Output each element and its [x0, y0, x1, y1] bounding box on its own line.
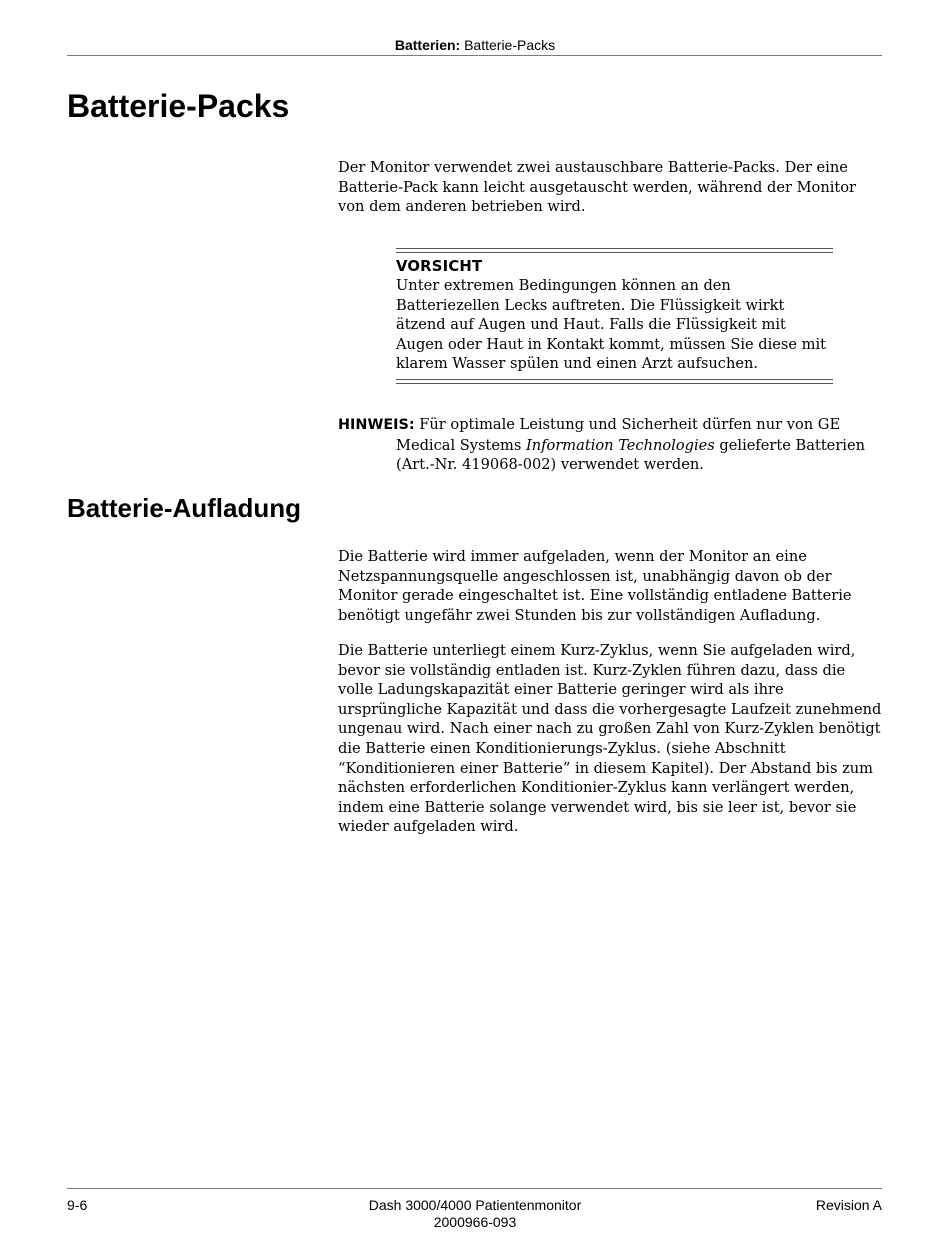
- note-block: [338, 415, 883, 475]
- note-label: HINWEIS:: [338, 417, 415, 433]
- note-text-line2-pre: Medical Systems: [396, 436, 526, 454]
- header-chapter: Batterien:: [394, 37, 461, 53]
- caution-text: Unter extremen Bedingungen können an den Batteriezellen Lecks auftreten. Die Flüssigkeit wirkt ätzend auf Augen und Haut. Falls die Flüssigkeit mit Augen oder Haut in Kontakt kommt, müssen Sie diese mit klarem Wasser spülen und einen Arzt aufsuchen.: [396, 277, 827, 373]
- charging-paragraph-2: Die Batterie unterliegt einem Kurz-Zyklus, wenn Sie aufgeladen wird, bevor sie vollständig entladen ist. Kurz-Zyklen führen dazu, dass die volle Ladungskapazität einer Batterie geringer wird als ihre ursprüngliche Kapazität und dass die vorhergesagte Laufzeit zunehmend ungenau wird. Nach einer nach zu großen Zahl von Kurz-Zyklen benötigt die Batterie einen Konditionierungs-Zyklus. (siehe Abschnitt “Konditionieren einer Batterie” in diesem Kapitel). Der Abstand bis zum nächsten erforderlichen Konditionier-Zyklus kann verlängert werden, indem eine Batterie solange verwendet wird, bis sie leer ist, bevor sie wieder aufgeladen wird.: [338, 642, 882, 836]
- note-text-line1: Für optimale Leistung und Sicherheit dürfen nur von GE: [414, 416, 841, 433]
- running-header: [0, 37, 950, 53]
- footer-divider: [67, 1188, 882, 1189]
- battery-packs-paragraph: Der Monitor verwendet zwei austauschbare Batterie-Packs. Der eine Batterie-Pack kann leicht ausgetauscht werden, während der Monitor von dem anderen betrieben wird.: [338, 159, 857, 216]
- footer-doc-number: 2000966-093: [433, 1214, 517, 1230]
- caution-bottom-rule: [396, 379, 833, 384]
- footer-product-info: [0, 1197, 950, 1231]
- caution-title: VORSICHT: [396, 258, 483, 275]
- header-divider: [67, 55, 882, 56]
- header-section: Batterie-Packs: [460, 37, 556, 53]
- section-title-battery-charging: Batterie-Aufladung: [67, 493, 301, 523]
- note-text-line3: (Art.-Nr. 419068-002) verwendet werden.: [396, 456, 704, 474]
- revision-label: Revision A: [815, 1197, 882, 1213]
- note-italic-term: Information Technologies: [525, 436, 715, 454]
- note-text-line2-post: gelieferte Batterien: [714, 436, 865, 454]
- charging-paragraph-1: Die Batterie wird immer aufgeladen, wenn der Monitor an eine Netzspannungsquelle angeschlossen ist, unabhängig davon ob der Monitor gerade eingeschaltet ist. Eine vollständig entladene Batterie benötigt ungefähr zwei Stunden bis zur vollständigen Aufladung.: [338, 548, 852, 624]
- footer-product-name: Dash 3000/4000 Patientenmonitor: [368, 1197, 582, 1213]
- section-title-battery-packs: Batterie-Packs: [67, 88, 290, 124]
- caution-top-rule: [396, 248, 833, 253]
- note-continuation: [338, 436, 883, 475]
- page-number: 9-6: [67, 1197, 88, 1213]
- caution-box: [396, 248, 833, 384]
